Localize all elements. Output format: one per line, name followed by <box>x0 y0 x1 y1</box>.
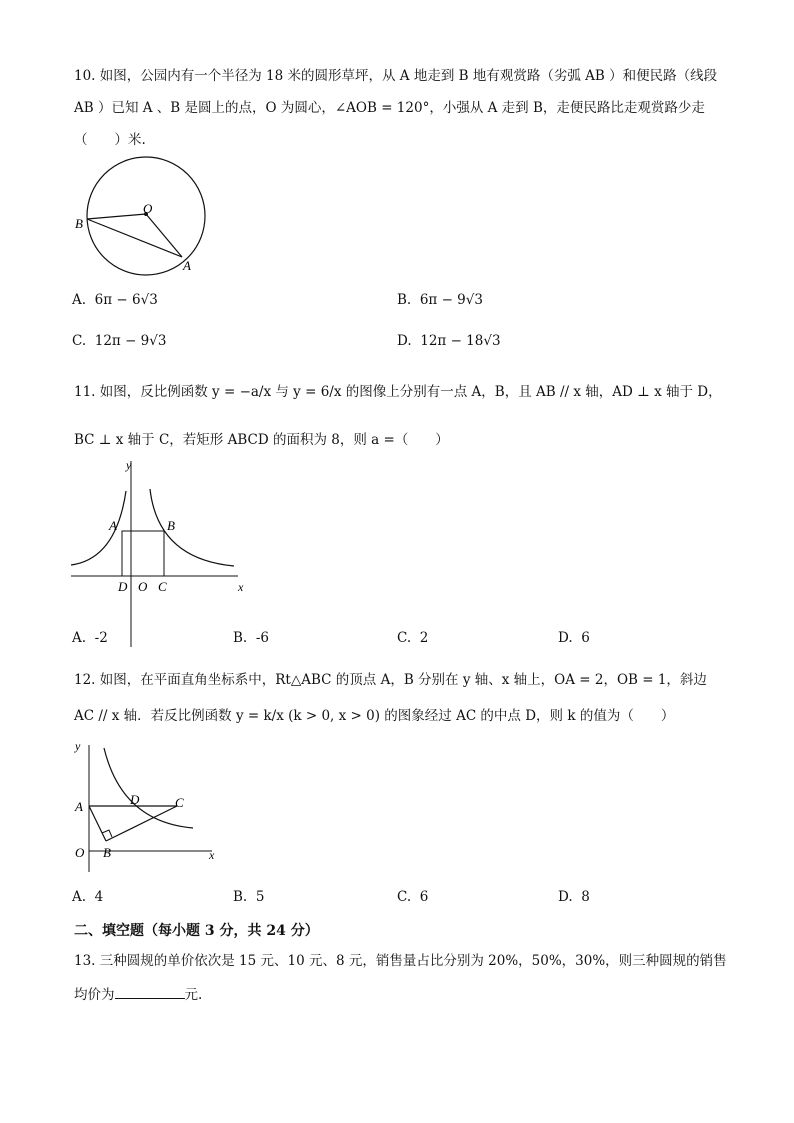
label-x: x <box>238 580 244 594</box>
q12-coordinate-figure <box>66 733 231 873</box>
curve-left <box>71 491 126 565</box>
section-heading: 二、填空题（每小题 3 分，共 24 分） <box>74 923 319 939</box>
label-D: D <box>130 792 140 807</box>
option-text: -6 <box>255 630 269 646</box>
q10-text-line2: AB ）已知 A 、B 是圆上的点，O 为圆心，∠AOB = 120°，小强从 A 走到 B，走便民路比走观赏路少走 <box>74 100 705 116</box>
option-text: 6π − 9√3 <box>419 292 483 308</box>
answer-blank[interactable] <box>115 984 185 999</box>
q11-option-c[interactable] <box>397 630 428 646</box>
option-text: 6π − 6√3 <box>94 292 158 308</box>
q11-option-a[interactable] <box>72 630 108 646</box>
option-label: B. <box>233 630 248 646</box>
segment-OA <box>146 214 182 257</box>
label-A: A <box>75 799 83 814</box>
q10-option-c[interactable] <box>72 333 166 349</box>
q12-option-a[interactable] <box>72 889 103 905</box>
option-label: A. <box>72 292 87 308</box>
q10-option-b[interactable] <box>397 292 483 308</box>
q12-option-d[interactable] <box>558 889 590 905</box>
label-B: B <box>103 845 111 860</box>
label-D: D <box>118 579 128 594</box>
option-label: B. <box>233 889 248 905</box>
option-label: C. <box>397 630 412 646</box>
label-O: O <box>143 201 153 216</box>
label-A: A <box>183 258 191 273</box>
segment-AB <box>87 219 182 257</box>
option-label: C. <box>72 333 87 349</box>
option-text: 5 <box>255 889 265 905</box>
segment-OB <box>87 214 146 219</box>
label-y: y <box>126 458 132 472</box>
option-label: B. <box>397 292 412 308</box>
q12-text-line1: 12. 如图，在平面直角坐标系中，Rt△ABC 的顶点 A，B 分别在 y 轴、x 轴上，OA = 2，OB = 1，斜边 <box>74 672 707 688</box>
q12-option-c[interactable] <box>397 889 428 905</box>
q10-circle-figure <box>66 155 216 280</box>
option-label: A. <box>72 889 87 905</box>
option-text: 12π − 9√3 <box>94 333 167 349</box>
q13-suffix: 元. <box>184 987 203 1003</box>
q11-hyperbola-figure <box>66 455 256 650</box>
label-B: B <box>75 216 83 231</box>
q12-text-line2: AC // x 轴．若反比例函数 y = k/x (k > 0, x > 0) 的图象经过 AC 的中点 D，则 k 的值为（ ） <box>74 708 675 724</box>
q13-text-line1: 13. 三种圆规的单价依次是 15 元、10 元、8 元，销售量占比分别为 20%，50%，30%，则三种圆规的销售 <box>74 953 727 969</box>
q13-prefix: 均价为 <box>74 987 115 1003</box>
q10-option-d[interactable] <box>397 333 501 349</box>
option-label: D. <box>558 630 573 646</box>
label-C: C <box>175 795 184 810</box>
option-text: 2 <box>419 630 429 646</box>
q11-text-line2: BC ⊥ x 轴于 C，若矩形 ABCD 的面积为 8，则 a =（ ） <box>74 432 449 448</box>
segment-BC <box>106 806 177 841</box>
option-label: D. <box>397 333 412 349</box>
q13-text-line2 <box>74 984 202 1004</box>
option-text: 6 <box>419 889 429 905</box>
label-y: y <box>75 739 81 753</box>
option-label: C. <box>397 889 412 905</box>
option-label: D. <box>558 889 573 905</box>
label-C: C <box>158 579 167 594</box>
curve-k-over-x <box>104 748 193 828</box>
option-text: 6 <box>581 630 590 646</box>
option-label: A. <box>72 630 87 646</box>
label-B: B <box>167 518 175 533</box>
q10-text-line1: 10. 如图，公园内有一个半径为 18 米的圆形草坪，从 A 地走到 B 地有观赏路（劣弧 AB ）和便民路（线段 <box>74 68 718 84</box>
q10-option-a[interactable] <box>72 292 158 308</box>
q11-option-d[interactable] <box>558 630 590 646</box>
q10-text-line3: （ ）米. <box>74 132 146 148</box>
q11-text-line1: 11. 如图，反比例函数 y = −a/x 与 y = 6/x 的图像上分别有一点 A，B，且 AB // x 轴，AD ⊥ x 轴于 D， <box>74 384 722 400</box>
label-A: A <box>109 518 117 533</box>
option-text: 4 <box>94 889 104 905</box>
label-O: O <box>75 845 85 860</box>
q11-option-b[interactable] <box>233 630 269 646</box>
option-text: -2 <box>94 630 108 646</box>
label-O: O <box>138 579 148 594</box>
segment-AB <box>89 806 106 841</box>
rectangle-ABCD <box>122 531 164 576</box>
option-text: 8 <box>581 889 590 905</box>
q12-option-b[interactable] <box>233 889 264 905</box>
label-x: x <box>209 848 215 862</box>
curve-right <box>150 489 234 566</box>
option-text: 12π − 18√3 <box>420 333 501 349</box>
